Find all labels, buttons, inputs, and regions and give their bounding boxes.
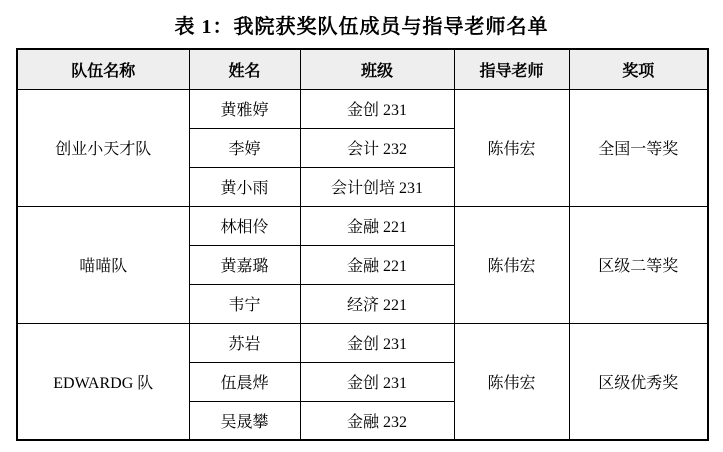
team-name-cell: EDWARDG 队	[17, 323, 189, 440]
header-row	[17, 49, 708, 89]
col-header-award: 奖项	[569, 49, 708, 89]
member-name-cell: 韦宁	[189, 284, 300, 323]
member-name-cell: 伍晨烨	[189, 362, 300, 401]
member-class-cell: 金创 231	[300, 362, 454, 401]
teacher-cell: 陈伟宏	[454, 206, 569, 323]
teacher-cell: 陈伟宏	[454, 323, 569, 440]
member-class-cell: 金融 232	[300, 401, 454, 440]
table-caption: 表 1：我院获奖队伍成员与指导老师名单	[174, 16, 549, 38]
member-name-cell: 黄嘉璐	[189, 245, 300, 284]
award-cell: 全国一等奖	[569, 89, 708, 206]
teacher-cell: 陈伟宏	[454, 89, 569, 206]
award-cell: 区级优秀奖	[569, 323, 708, 440]
member-class-cell: 经济 221	[300, 284, 454, 323]
member-class-cell: 会计创培 231	[300, 167, 454, 206]
member-class-cell: 金创 231	[300, 323, 454, 362]
col-header-teacher: 指导老师	[454, 49, 569, 89]
award-cell: 区级二等奖	[569, 206, 708, 323]
member-name-cell: 黄雅婷	[189, 89, 300, 128]
member-name-cell: 林相伶	[189, 206, 300, 245]
member-class-cell: 金创 231	[300, 89, 454, 128]
table-row	[17, 89, 708, 128]
table-row	[17, 323, 708, 362]
member-name-cell: 吴晟攀	[189, 401, 300, 440]
member-name-cell: 李婷	[189, 128, 300, 167]
team-name-cell: 创业小天才队	[17, 89, 189, 206]
member-name-cell: 黄小雨	[189, 167, 300, 206]
table-row	[17, 206, 708, 245]
col-header-team-name: 队伍名称	[17, 49, 189, 89]
member-class-cell: 金融 221	[300, 245, 454, 284]
member-class-cell: 金融 221	[300, 206, 454, 245]
team-name-cell: 喵喵队	[17, 206, 189, 323]
col-header-class: 班级	[300, 49, 454, 89]
member-name-cell: 苏岩	[189, 323, 300, 362]
member-class-cell: 会计 232	[300, 128, 454, 167]
awards-table	[16, 48, 709, 441]
col-header-member-name: 姓名	[189, 49, 300, 89]
